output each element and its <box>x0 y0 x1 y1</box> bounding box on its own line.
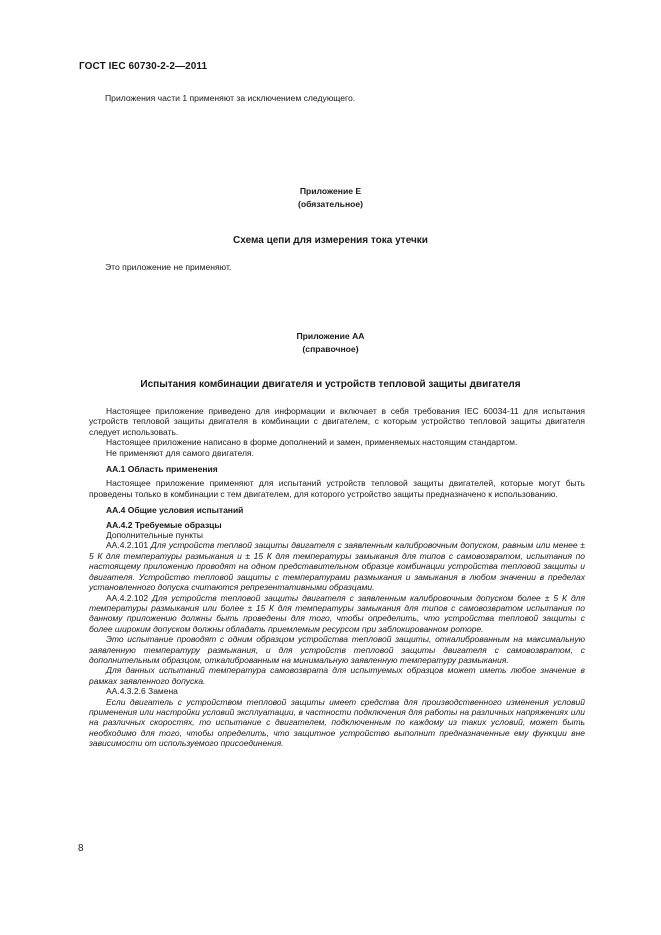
clause-101 <box>89 540 585 592</box>
clause-text: Для устройств теплвой защиты двигателя с заявленным калибровочным допуском, равным или менее ± 5 К для температуры размыкания и ± 15 К для температуры замыкания для типов с самовозвратом, испытания по настоящему приложению проводят на одном представительном образце комбинации устройства тепловой защиты и двигателя. Устройство тепловой защиты с температурами размыкания и замыкания в любом значении в пределах установленного допуска считаются репрезентативными образцами. <box>89 540 585 593</box>
intro-text: Приложения части 1 применяют за исключением следующего. <box>105 93 356 103</box>
subsection-title: АА.4.2 Требуемые образцы <box>106 519 222 530</box>
section-title: АА.4 Общие условия испытаний <box>106 505 244 516</box>
paragraph: Настоящее приложение написано в форме дополнений и замен, применяемых настоящим стандартом. <box>106 437 518 448</box>
paragraph: Это испытание проводят с одним образцом устройства тепловой защиты, откалиброванным на максимальную заявленную температуру размыкания, и для устройств тепловой защиты двигателя с самовозвратом, с дополнительным образцом, откалиброванным на минимальную заявленную температуру размыкания. <box>89 634 585 665</box>
paragraph: Настоящее приложение приведено для информации и включает в себя требования IEC 60034-11 для испытания устройств тепловой защиты двигателя в комбинации с двигателем, с которым устройство тепловой защиты двигателя следует использовать. <box>89 406 585 437</box>
annex-aa-title: Приложение АА <box>296 331 365 341</box>
paragraph: Дополнительные пункты <box>106 530 204 541</box>
annex-aa-body <box>89 406 585 749</box>
section-title: АА.1 Область применения <box>106 464 218 475</box>
annex-e-title: Приложение Е <box>299 186 362 196</box>
annex-aa-status: (справочное) <box>302 344 359 354</box>
document-header: ГОСТ IEC 60730-2-2—2011 <box>79 61 208 72</box>
annex-aa-heading: Испытания комбинации двигателя и устройств тепловой защиты двигателя <box>140 379 521 390</box>
page-number: 8 <box>78 843 84 854</box>
paragraph: Если двигатель с устройством тепловой защиты имеет средства для производственного изменения условий применения или настройки условий эксплуатации, в частности подключения для работы на различных напряжениях или на различных скоростях, то испытание с двигателем, подключенным по каждому из таких условий, может быть необходимо для того, чтобы определить, что защитное устройство выполнит предназначенные ему функции вне зависимости от используемого присоединения. <box>89 696 585 749</box>
clause-number: АА.4.2.101 <box>106 540 149 551</box>
clause-number: АА.4.2.102 <box>106 592 149 603</box>
clause-102 <box>89 593 585 635</box>
clause-text: Для устройств тепловой защиты двигателя с заявленным калибровочным допуском более ± 5 К для температуры размыкания или более ± 15 К для температуры замыкания для типов с самовозвратом испытания по данному приложению должны быть проведены для того, чтобы определить, что устройства тепловой защиты с более широким допуском должны обладать приемлемым ресурсом при заблокированном роторе. <box>89 592 585 634</box>
annex-e-heading: Схема цепи для измерения тока утечки <box>233 235 428 246</box>
paragraph: Для данных испытаний температура самовозврата для испытуемых образцов может иметь любое значение в рамках заявленного допуска. <box>89 665 585 686</box>
paragraph: Не применяют для самого двигателя. <box>106 447 254 458</box>
annex-e-text: Это приложение не применяют. <box>105 262 232 272</box>
annex-e-status: (обязательное) <box>297 199 364 209</box>
paragraph: Настоящее приложение применяют для испытаний устройств тепловой защиты двигателей, которые могут быть проведены только в комбинации с тем двигателем, для которого устройство защиты предназначено к использованию. <box>89 478 585 499</box>
clause-number: АА.4.3.2.6 Замена <box>106 686 178 697</box>
